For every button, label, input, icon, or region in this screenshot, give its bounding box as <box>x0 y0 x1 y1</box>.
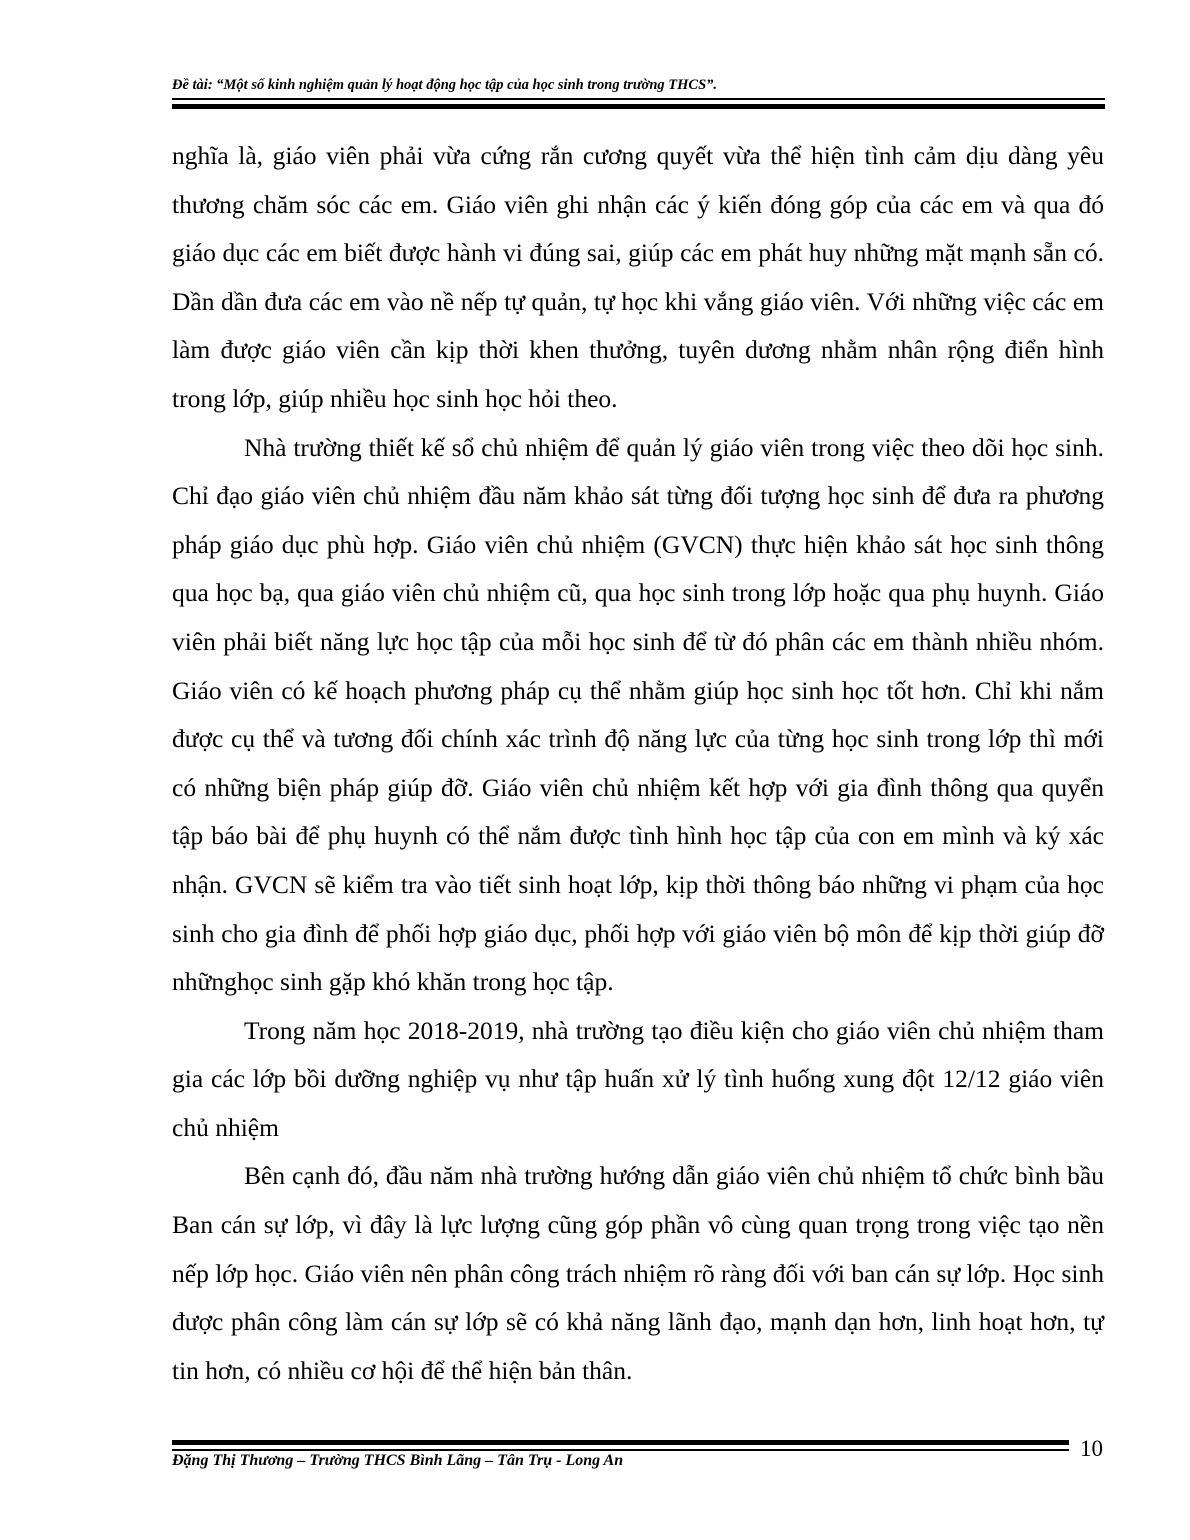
body-paragraph: nghĩa là, giáo viên phải vừa cứng rắn cương quyết vừa thể hiện tình cảm dịu dàng yêu thương chăm sóc các em. Giáo viên ghi nhận các ý kiến đóng góp của các em và qua đó giáo dục các em biết được hành vi đúng sai, giúp các em phát huy những mặt mạnh sẵn có. Dần dần đưa các em vào nề nếp tự quản, tự học khi vắng giáo viên. Với những việc các em làm được giáo viên cần kịp thời khen thưởng, tuyên dương nhằm nhân rộng điển hình trong lớp, giúp nhiều học sinh học hỏi theo. <box>172 141 1104 413</box>
page-number: 10 <box>1080 1436 1103 1461</box>
body-paragraph: Bên cạnh đó, đầu năm nhà trường hướng dẫn giáo viên chủ nhiệm tổ chức bình bầu Ban cán sự lớp, vì đây là lực lượng cũng góp phần vô cùng quan trọng trong việc tạo nền nếp lớp học. Giáo viên nên phân công trách nhiệm rõ ràng đối với ban cán sự lớp. Học sinh được phân công làm cán sự lớp sẽ có khả năng lãnh đạo, mạnh dạn hơn, linh hoạt hơn, tự tin hơn, có nhiều cơ hội để thể hiện bản thân. <box>172 1161 1104 1385</box>
body-paragraph: Trong năm học 2018-2019, nhà trường tạo điều kiện cho giáo viên chủ nhiệm tham gia các lớp bồi dưỡng nghiệp vụ như tập huấn xử lý tình huống xung đột 12/12 giáo viên chủ nhiệm <box>172 1015 1104 1142</box>
document-header-title: Đề tài: “Một số kinh nghiệm quản lý hoạt động học tập của học sinh trong trường THCS”. <box>172 77 718 93</box>
header-divider <box>172 98 1105 109</box>
footer-author: Đặng Thị Thương – Trường THCS Bình Lãng – Tân Trụ - Long An <box>172 1452 624 1469</box>
document-body <box>172 132 1104 1395</box>
footer-divider <box>172 1440 1069 1451</box>
body-paragraph: Nhà trường thiết kế sổ chủ nhiệm để quản lý giáo viên trong việc theo dõi học sinh. Chỉ đạo giáo viên chủ nhiệm đầu năm khảo sát từng đối tượng học sinh để đưa ra phương pháp giáo dục phù hợp. Giáo viên chủ nhiệm (GVCN) thực hiện khảo sát học sinh thông qua học bạ, qua giáo viên chủ nhiệm cũ, qua học sinh trong lớp hoặc qua phụ huynh. Giáo viên phải biết năng lực học tập của mỗi học sinh để từ đó phân các em thành nhiều nhóm. Giáo viên có kế hoạch phương pháp cụ thể nhằm giúp học sinh học tốt hơn. Chỉ khi nắm được cụ thể và tương đối chính xác trình độ năng lực của từng học sinh trong lớp thì mới có những biện pháp giúp đỡ. Giáo viên chủ nhiệm kết hợp với gia đình thông qua quyển tập báo bài để phụ huynh có thể nắm được tình hình học tập của con em mình và ký xác nhận. GVCN sẽ kiểm tra vào tiết sinh hoạt lớp, kịp thời thông báo những vi phạm của học sinh cho gia đình để phối hợp giáo dục, phối hợp với giáo viên bộ môn để kịp thời giúp đỡ nhữnghọc sinh gặp khó khăn trong học tập. <box>172 432 1104 997</box>
